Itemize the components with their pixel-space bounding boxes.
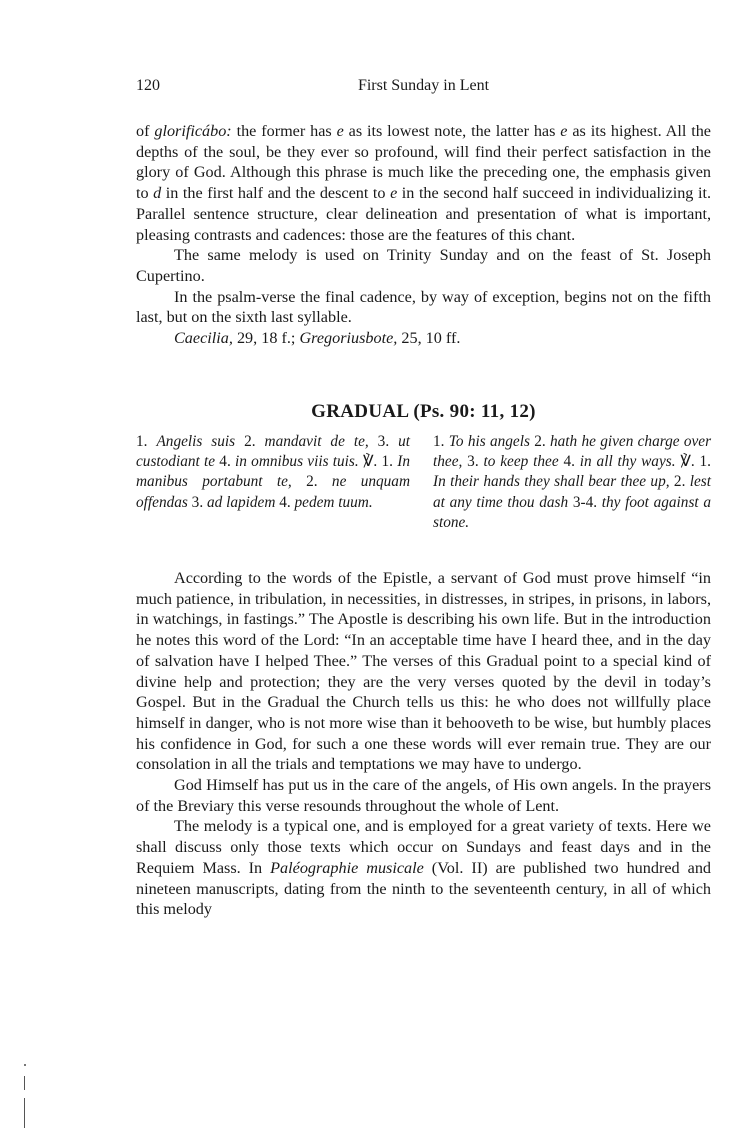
verse-number: 2. [534,433,550,450]
verse-number: 3. [191,493,207,511]
verse-number: 1. [136,433,157,450]
verse-text: in all thy ways. [579,453,681,471]
verse-text: thy foot against a stone. [433,493,711,531]
verse-text: hath he given charge over thee, [433,433,712,471]
gradual-heading: GRADUAL (Ps. 90: 11, 12) [311,401,536,422]
commentary-section-2 [136,568,711,920]
verse-number: 1. [433,433,449,450]
verse-number: 3. [377,433,399,450]
verse-number: ℣. 1. [680,453,711,471]
verse-text: ne unquam offendas [136,473,410,511]
gradual-english-column [433,432,711,533]
references: Caecilia, 29, 18 f.; Gregoriusbote, 25, 10 ff. [174,329,461,348]
verse-text: pedem tuum. [294,493,373,511]
paragraph-angels: God Himself has put us in the care of the angels, of His own angels. In the prayers of the Breviary this verse resounds throughout the whole of Lent. [136,776,711,815]
verse-number: 3. [467,453,484,471]
running-title: First Sunday in Lent [357,77,490,94]
verse-text: lest at any time thou dash [433,473,712,511]
paragraph-same-melody: The same melody is used on Trinity Sunday and on the feast of St. Joseph Cupertino. [136,246,711,285]
verse-number: 4. [563,453,580,471]
verse-number: 2. [306,473,332,491]
verse-number: 4. [279,493,295,511]
verse-text: to keep thee [483,453,564,471]
verse-text: To his angels [448,433,535,450]
verse-text: Angelis suis [156,433,245,450]
paragraph-glorificabo: of glorificábo: the former has e as its lowest note, the latter has e as its highest. All the depths of the soul, be they ever so profound, will find their perfect satisfaction in the glory of God. Although this phrase is much like the preceding one, the emphasis given to d in the first half and the descent to e in the second half succeed in individualizing it. Parallel sentence structure, clear delineation and presentation of what is important, pleasing contrasts and cadences: those are the features of this chant. [136,122,711,244]
verse-number: 4. [219,453,236,471]
page-number: 120 [136,77,160,94]
verse-text: in omnibus viis tuis. [235,453,363,471]
verse-text: ut custodiant te [136,433,411,471]
verse-number: ℣. 1. [362,453,398,471]
verse-number: 2. [244,433,265,450]
paragraph-epistle: According to the words of the Epistle, a servant of God must prove himself “in much patience, in tribulation, in necessities, in distresses, in stripes, in prisons, in labors, in watchings, in fastings.” The Apostle is describing his own life. But in the introduction he notes this word of the Lord: “In an acceptable time have I heard thee, and in the day of salvation have I helped Thee.” The verses of this Gradual point to a special kind of divine help and protection; they are the very verses quoted by the devil in today’s Gospel. But in the Gradual the Church tells us this: he who does not willfully place himself in danger, who is not more wise than it behooveth to be wise, but humbly places his confidence in God, for such a one these words will ever remain true. They are our consolation in all the trials and temptations we may have to undergo. [136,569,711,774]
gradual-latin-column [136,432,410,513]
scan-artifact-line [24,1098,25,1128]
paragraph-melody: The melody is a typical one, and is employed for a great variety of texts. Here we shall discuss only those texts which occur on Sundays and feast days and in the Requiem Mass. In Paléographie musicale (Vol. II) are published two hundred and nineteen manuscripts, dating from the ninth to the seventeenth century, in all of which this melody [136,817,712,919]
verse-text: ad lapidem [206,493,280,511]
verse-text: In their hands they shall bear thee up, [433,473,674,491]
commentary-section-1 [136,121,711,349]
scan-artifact-dot [24,1064,26,1066]
verse-number: 2. [673,473,690,491]
running-header [136,77,711,99]
verse-number: 3-4. [572,493,602,511]
verse-text: mandavit de te, [264,433,378,450]
scan-artifact-line [24,1076,25,1090]
paragraph-psalm-verse: In the psalm-verse the final cadence, by way of exception, begins not on the fifth last, but on the sixth last syllable. [136,287,711,327]
verse-text: In manibus portabunt te, [136,453,410,491]
